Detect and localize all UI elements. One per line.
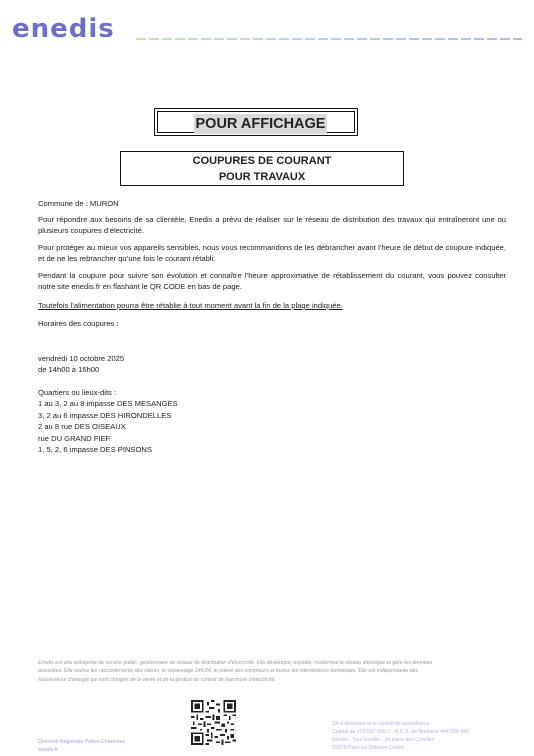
location-item: 2 au 8 rue DES OISEAUX (38, 422, 126, 432)
company-line: Enedis - Tour Enedis - 34 place des Corolles (332, 737, 435, 743)
cut-date: vendredi 10 octobre 2025 (38, 354, 125, 363)
logo-text: enedis (12, 14, 115, 44)
logo-divider-dash (136, 38, 522, 40)
footer-right (332, 720, 469, 752)
paragraph-needs: Pour répondre aux besoins de sa clientèle, Enedis a prévu de réaliser sur le réseau de distribution des travaux qui entraîneront une ou plusieurs coupures d’électricité. (38, 215, 506, 236)
direction-label: Direction Régionale Poitou-Charentes (38, 739, 126, 745)
notice-paragraph (38, 270, 506, 293)
commune-line: Commune de : MURON (38, 199, 119, 208)
footer-left (38, 738, 125, 754)
location-item: rue DU GRAND FIEF (38, 433, 111, 443)
warning-text: Toutefois l’alimentation pourra être rétablie à tout moment avant la fin de la plage indiquée. (38, 301, 343, 310)
legal-line: fournisseurs d’énergie qui sont chargés de la vente et de la gestion du contrat de fourniture d’électricité. (38, 676, 276, 683)
location-item: 1 au 3, 2 au 8 impasse DES MESANGES (38, 399, 178, 409)
notice-paragraph (38, 214, 506, 237)
paragraph-protect: Pour protéger au mieux vos appareils sensibles, nous vous recommandons de les débrancher avant l’heure de début de coupure indiquée, et de ne les rebrancher qu’une fois le courant rétabli. (38, 243, 506, 264)
title-frame-inner (157, 111, 355, 133)
legal-line: Enedis est une entreprise de service public, gestionnaire du réseau de distribution d’électricité. Elle développe, exploite, modernise le réseau électrique et gère les données (38, 660, 433, 666)
qr-code-icon[interactable] (191, 700, 236, 745)
title-frame (154, 108, 358, 136)
page-title: POUR AFFICHAGE (195, 116, 326, 132)
subtitle-line-2: POUR TRAVAUX (218, 171, 306, 183)
schedule-label: Horaires des coupures : (38, 319, 119, 328)
location-item: 3, 2 au 6 impasse DES HIRONDELLES (38, 410, 172, 420)
company-line: 92079 Paris La Défense Cedex (332, 745, 405, 751)
company-line: SA à directoire et à conseil de surveillance (332, 721, 430, 727)
company-line: Capital de 270 037 000 € - R.C.S. de Nanterre 444 608 442 (332, 729, 469, 735)
locations-label: Quartiers ou lieux-dits : (38, 388, 117, 397)
website-label: enedis.fr (38, 747, 58, 753)
paragraph-follow: Pendant la coupure pour suivre son évolution et connaître l’heure approximative de rétablissement du courant, vous pouvez consulter notre site enedis.fr en flashant le QR CODE en bas de page. (38, 271, 506, 292)
subtitle-box (120, 151, 404, 186)
locations-block (38, 387, 338, 455)
enedis-logo (12, 14, 115, 44)
legal-line: associées. Elle réalise les raccordements des clients, le dépannage 24h/24, le relevé des compteurs et toutes les interventions techniques. Elle est indépendante des (38, 668, 419, 675)
cut-time: de 14h00 à 16h00 (38, 365, 100, 375)
schedule-block (38, 353, 338, 376)
notice-paragraph (38, 242, 506, 265)
legal-notice (38, 659, 496, 684)
location-item: 1, 5, 2, 6 impasse DES PINSONS (38, 445, 152, 455)
warning-line (38, 300, 506, 311)
subtitle-line-1: COUPURES DE COURANT (192, 155, 332, 167)
